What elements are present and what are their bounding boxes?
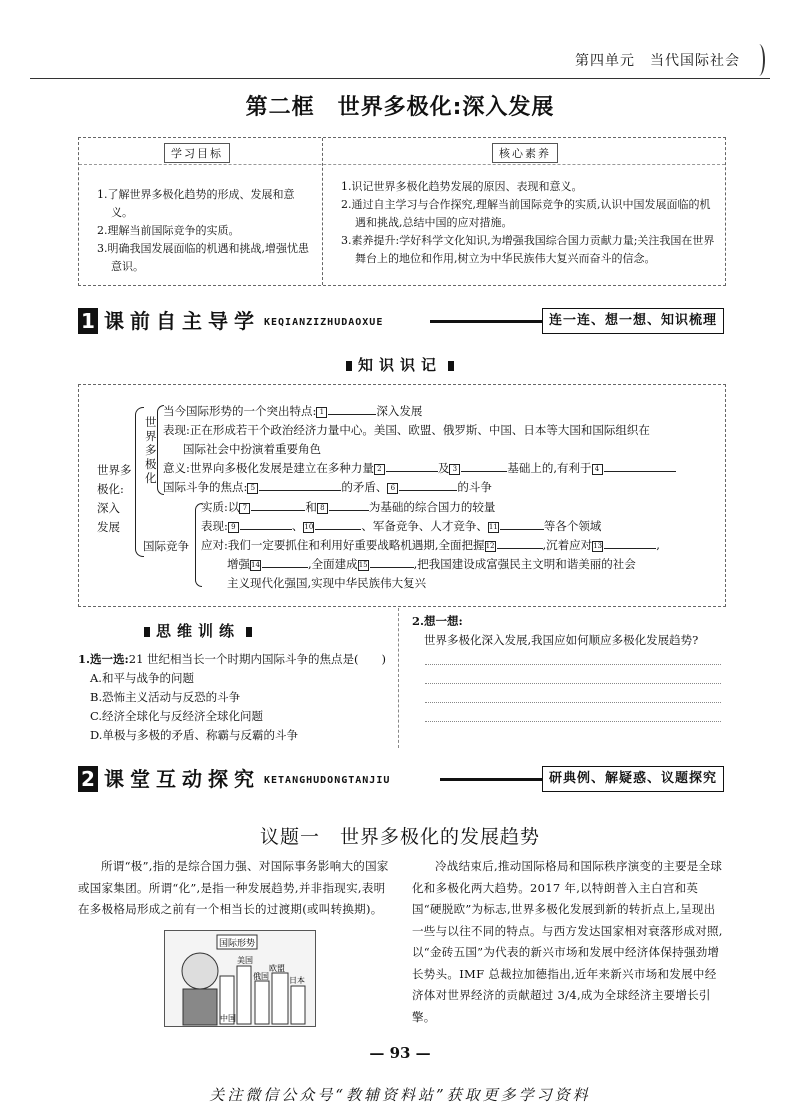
knowledge-root xyxy=(97,461,132,537)
section1-banner xyxy=(78,308,724,334)
answer-line xyxy=(425,702,721,703)
goals-box xyxy=(78,137,726,286)
cartoon-label: 日本 xyxy=(289,976,305,985)
heading-mark-right xyxy=(448,361,454,371)
topic-title: 议题一 世界多极化的发展趋势 xyxy=(259,826,540,848)
k-line: 增强14 ,全面建成15 ,把我国建设成富强民主文明和谐美丽的社会 xyxy=(227,557,636,571)
answer-line xyxy=(425,683,721,684)
root-line: 深入 xyxy=(97,501,120,515)
k-line: 实质:以 7 和 8 为基础的综合国力的较量 xyxy=(201,500,496,514)
branch1-label: 世 界 多 极 化 xyxy=(145,415,157,485)
unit-header: 第四单元 当代国际社会 xyxy=(575,53,740,69)
q1-label: 1.选一选: xyxy=(78,652,129,666)
page-number: — 93 — xyxy=(369,1044,431,1062)
q2-label: 2.想一想: xyxy=(412,614,463,628)
question-2 xyxy=(412,612,724,650)
section2-title: 课堂互动探究 xyxy=(104,767,260,791)
footer-note: 关注微信公众号“教辅资料站”获取更多学习资料 xyxy=(209,1086,591,1104)
k-line: 表现: 9 、10 、军备竞争、人才竞争、11 等各个领域 xyxy=(201,519,602,533)
q2-text: 世界多极化深入发展,我国应如何顺应多极化发展趋势? xyxy=(424,633,699,647)
option: B.恐怖主义活动与反恐的斗争 xyxy=(90,690,241,704)
question-1 xyxy=(78,650,394,745)
header-rule xyxy=(30,78,770,79)
header-ornament xyxy=(753,44,765,76)
thinking-heading-text: 思维训练 xyxy=(155,622,240,640)
k-line: 意义:世界向多极化发展是建立在多种力量 2 及 3 基础上的,有利于 4 xyxy=(163,460,676,476)
page-number-value: 93 xyxy=(389,1044,411,1062)
root-line: 发展 xyxy=(97,520,120,534)
root-brace xyxy=(135,407,144,557)
root-line: 世界多 xyxy=(97,463,132,477)
section1-number: 1 xyxy=(78,308,98,334)
knowledge-heading-text: 知识识记 xyxy=(357,356,442,374)
goals-right-tag: 核心素养 xyxy=(492,143,558,163)
section2-tagline: 研典例、解疑惑、议题探究 xyxy=(542,766,724,792)
goals-left-tag: 学习目标 xyxy=(164,143,230,163)
cartoon-label: 俄国 xyxy=(253,972,269,981)
k-line: 当今国际形势的一个突出特点: 1 深入发展 xyxy=(163,404,423,418)
k-line: 国际社会中扮演着重要角色 xyxy=(183,442,321,456)
root-line: 极化: xyxy=(97,482,124,496)
option: A.和平与战争的问题 xyxy=(90,671,194,685)
page-title: 第二框 世界多极化:深入发展 xyxy=(245,95,555,120)
cartoon-drawing xyxy=(165,931,315,1026)
k-line: 表现:正在形成若干个政治经济力量中心。美国、欧盟、俄罗斯、中国、日本等大国和国际组织在 xyxy=(163,423,650,437)
goals-header-line xyxy=(79,164,725,165)
political-cartoon xyxy=(164,930,316,1027)
cartoon-label: 美国 xyxy=(237,956,253,965)
k-line: 主义现代化强国,实现中华民族伟大复兴 xyxy=(227,576,427,590)
k-line: 国际斗争的焦点: 5 的矛盾、 6 的斗争 xyxy=(163,480,492,494)
goals-right-list xyxy=(341,178,716,268)
heading-mark-left xyxy=(144,627,150,637)
cartoon-label: 中国 xyxy=(220,1014,236,1023)
section2-banner xyxy=(78,766,724,792)
goal-item: 1.了解世界多极化趋势的形成、发展和意义。 xyxy=(97,188,295,219)
section1-tagline: 连一连、想一想、知识梳理 xyxy=(542,308,724,334)
option: C.经济全球化与反经济全球化问题 xyxy=(90,709,264,723)
heading-mark-right xyxy=(246,627,252,637)
goal-item: 2.理解当前国际竞争的实质。 xyxy=(97,224,240,237)
goals-divider xyxy=(322,138,323,285)
answer-line xyxy=(425,721,721,722)
right-paragraph: 冷战结束后,推动国际格局和国际秩序演变的主要是全球化和多极化两大趋势。2017 年,以特朗普入主白宫和英国“硬脱欧”为标志,世界多极化发展到新的转折点上,呈现出一些与以往不同的特点。与西方发达国家相对衰落形成对照,以“金砖五国”为代表的新兴市场和发展中经济体保持强劲增长势头。IMF 总裁拉加德指出,近年来新兴市场和发展中经济体对世界经济的贡献超过 3/4,成为全球经济主要增长引擎。 xyxy=(412,859,723,1024)
answer-line xyxy=(425,664,721,665)
core-item: 2.通过自主学习与合作探究,理解当前国际竞争的实质,认识中国发展面临的机遇和挑战,总结中国的应对措施。 xyxy=(341,198,711,229)
section1-pinyin: KEQIANZIZHUDAOXUE xyxy=(264,317,384,328)
q1-text: 21 世纪相当长一个时期内国际斗争的焦点是( ) xyxy=(128,652,387,666)
section2-pinyin: KETANGHUDONGTANJIU xyxy=(264,775,391,786)
core-item: 3.素养提升:学好科学文化知识,为增强我国综合国力贡献力量;关注我国在世界舞台上的地位和作用,树立为中华民族伟大复兴而奋斗的信念。 xyxy=(341,234,715,265)
section2-number: 2 xyxy=(78,766,98,792)
heading-mark-left xyxy=(346,361,352,371)
cartoon-label: 国际形势 xyxy=(219,939,256,949)
cartoon-label: 欧盟 xyxy=(269,964,285,973)
goal-item: 3.明确我国发展面临的机遇和挑战,增强忧患意识。 xyxy=(97,242,309,273)
branch2-label: 国际竞争 xyxy=(143,539,189,553)
goals-left-list xyxy=(97,186,312,276)
left-paragraph: 所谓“极”,指的是综合国力强、对国际事务影响大的国家或国家集团。所谓“化”,是指一种发展趋势,并非指现实,表明在多极格局形成之前有一个相当长的过渡期(或叫转换期)。 xyxy=(78,859,389,916)
thinking-heading xyxy=(78,620,318,641)
knowledge-box xyxy=(78,384,726,607)
column-divider xyxy=(398,608,399,748)
option: D.单极与多极的矛盾、称霸与反霸的斗争 xyxy=(90,728,298,742)
core-item: 1.识记世界多极化趋势发展的原因、表现和意义。 xyxy=(341,180,583,193)
knowledge-heading xyxy=(0,354,800,375)
section1-title: 课前自主导学 xyxy=(104,309,260,333)
k-line: 应对:我们一定要抓住和利用好重要战略机遇期,全面把握12 ,沉着应对13 , xyxy=(201,538,660,552)
